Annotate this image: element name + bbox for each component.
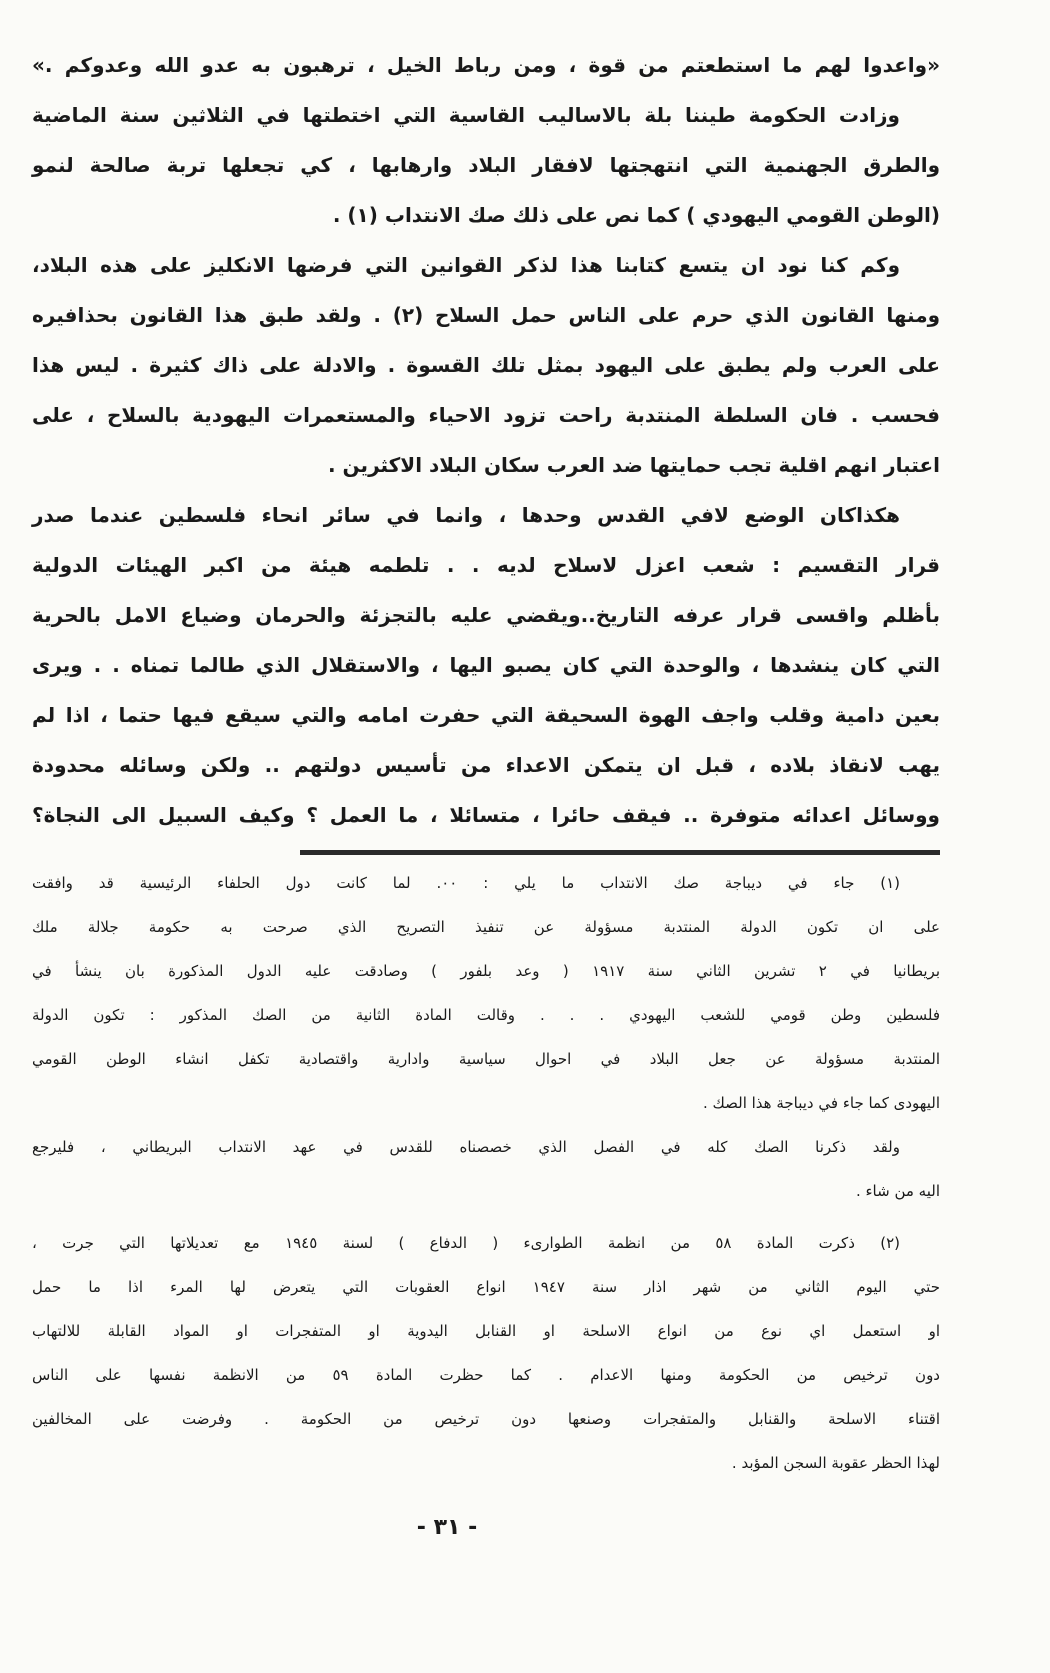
text-line: وزادت الحكومة طيننا بلة بالاساليب القاسية التي اختطتها في الثلاثين سنة الماضية (32, 103, 900, 127)
text-line: يهب لانقاذ بلاده ، قبل ان يتمكن الاعداء من تأسيس دولتهم .. ولكن وسائله محدودة (32, 753, 940, 777)
text-line: والطرق الجهنمية التي انتهجتها لافقار البلاد وارهابها ، كي تجعلها تربة صالحة لنمو (32, 153, 940, 177)
text-line: وكم كنا نود ان يتسع كتابنا هذا لذكر القوانين التي فرضها الانكليز على هذه البلاد، (32, 253, 900, 277)
footnote-line: حتي اليوم الثاني من شهر اذار سنة ١٩٤٧ انواع العقوبات التي يتعرض لها المرء اذا ما حمل (32, 1278, 940, 1296)
text-line: فحسب . فان السلطة المنتدبة راحت تزود الاحياء والمستعمرات اليهودية بالسلاح ، على (32, 403, 940, 427)
footnote-line: اليهودى كما جاء في ديباجة هذا الصك . (702, 1094, 940, 1112)
text-line: (الوطن القومي اليهودي ) كما نص على ذلك صك الانتداب (١) . (332, 203, 940, 227)
footnote-line: بريطانيا في ٢ تشرين الثاني سنة ١٩١٧ ( وعد بلفور ) وصادقت عليه الدول المذكورة بان ينشأ في (32, 962, 941, 980)
footnote-separator (300, 850, 940, 855)
footnote-line: اقتناء الاسلحة والقنابل والمتفجرات وصنعها دون ترخيص من الحكومة . وفرضت على المخالفين (32, 1410, 940, 1428)
text-line: «واعدوا لهم ما استطعتم من قوة ، ومن رباط الخيل ، ترهبون به عدو الله وعدوكم .» (32, 53, 940, 77)
footnote-line: فلسطين وطن قومي للشعب اليهودي . . . وقالت المادة الثانية من الصك المذكور : تكون الدولة (32, 1006, 940, 1024)
text-line: هكذاكان الوضع لافي القدس وحدها ، وانما في سائر انحاء فلسطين عندما صدر (32, 503, 900, 527)
text-line: التي كان ينشدها ، والوحدة التي كان يصبو اليها ، والاستقلال الذي طالما تمناه . . ويرى (32, 653, 940, 677)
page-number: - ٣١ - (416, 1515, 478, 1540)
footnote-line: دون ترخيص من الحكومة ومنها الاعدام . كما حظرت المادة ٥٩ من الانظمة نفسها على الناس (32, 1366, 940, 1384)
footnote-line: على ان تكون الدولة المنتدبة مسؤولة عن تنفيذ التصريح الذي صرحت به حكومة جلالة ملك (32, 918, 940, 936)
footnote-line: (١) جاء في ديباجة صك الانتداب ما يلي : ٠٠. لما كانت دول الحلفاء الرئيسية قد وافقت (32, 874, 900, 892)
footnote-line: ولقد ذكرنا الصك كله في الفصل الذي خصصناه للقدس في عهد الانتداب البريطاني ، فليرجع (32, 1138, 900, 1156)
text-line: بأظلم واقسى قرار عرفه التاريخ..ويقضي عليه بالتجزئة والحرمان وضياع الامل بالحرية (32, 603, 940, 627)
text-line: بعين دامية وقلب واجف الهوة السحيقة التي حفرت امامه والتي سيقع فيها حتما ، اذا لم (32, 703, 940, 727)
text-line: ومنها القانون الذي حرم على الناس حمل السلاح (٢) . ولقد طبق هذا القانون بحذافيره (32, 303, 941, 327)
footnote-line: لهذا الحظر عقوبة السجن المؤبد . (731, 1454, 940, 1472)
text-line: ووسائل اعدائه متوفرة .. فيقف حائرا ، متسائلا ، ما العمل ؟ وكيف السبيل الى النجاة؟ (32, 803, 940, 827)
footnote-line: اليه من شاء . (855, 1182, 940, 1200)
text-line: قرار التقسيم : شعب اعزل لاسلاح لديه . . تلطمه هيئة من اكبر الهيئات الدولية (32, 553, 940, 577)
footnote-line: او استعمل اي نوع من انواع الاسلحة او القنابل اليدوية او المتفجرات او المواد القابلة للالتهاب (32, 1322, 940, 1340)
text-line: على العرب ولم يطبق على اليهود بمثل تلك القسوة . والادلة على ذاك كثيرة . ليس هذا (32, 353, 940, 377)
footnotes (32, 861, 940, 1485)
footnote-line: المنتدبة مسؤولة عن جعل البلاد في احوال سياسية وادارية واقتصادية تكفل انشاء الوطن القومي (32, 1050, 940, 1068)
footnote-line: (٢) ذكرت المادة ٥٨ من انظمة الطوارىء ( الدفاع ) لسنة ١٩٤٥ مع تعديلاتها التي جرت ، (32, 1234, 900, 1252)
main-text (32, 40, 940, 840)
text-line: اعتبار انهم اقلية تجب حمايتها ضد العرب سكان البلاد الاكثرين . (328, 453, 940, 477)
